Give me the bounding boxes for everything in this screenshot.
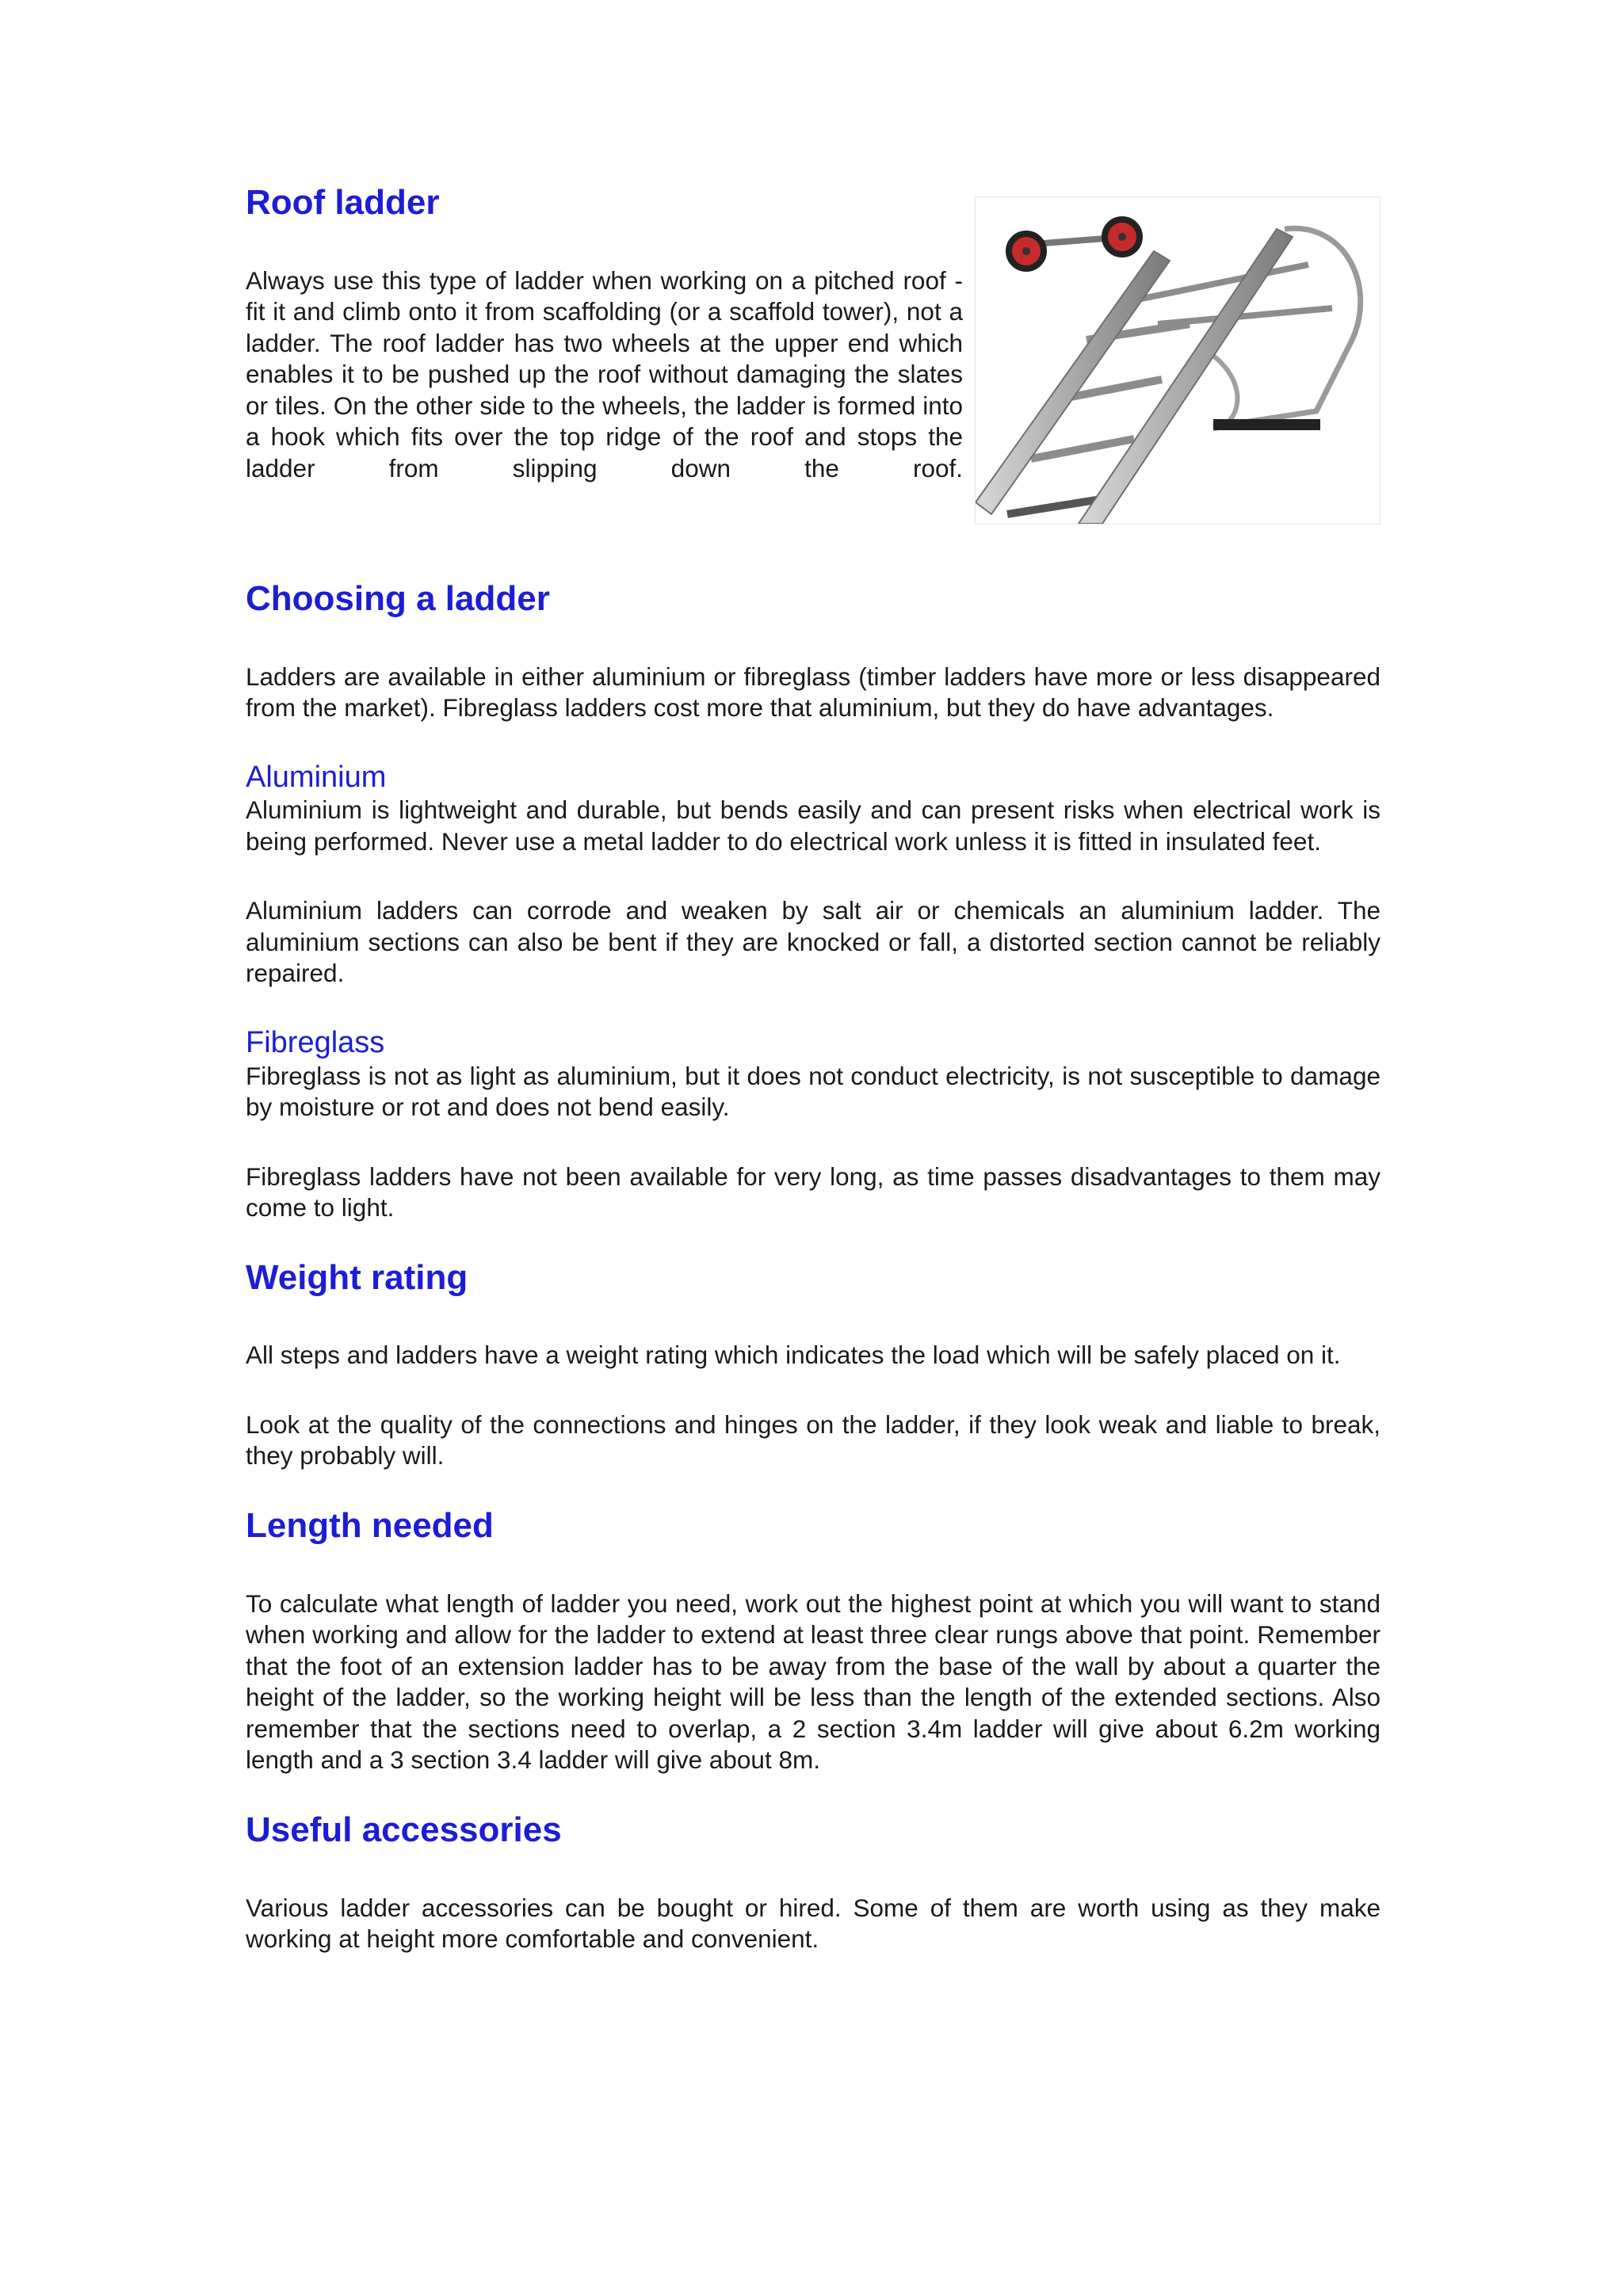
section-choosing-ladder xyxy=(246,578,1381,1224)
heading-length-needed: Length needed xyxy=(246,1505,494,1545)
heading-weight-rating: Weight rating xyxy=(246,1257,468,1297)
roof-ladder-image xyxy=(975,196,1381,524)
section-useful-accessories xyxy=(246,1810,1381,1955)
paragraph-aluminium-1: Aluminium is lightweight and durable, but bends easily and can present risks when electrical work is being performed. Never use a metal ladder to do electrical work unless it is fitted in insulated feet. xyxy=(246,795,1381,856)
paragraph-accessories-1: Various ladder accessories can be bought or hired. Some of them are worth using as they make working at height more comfortable and convenient. xyxy=(246,1893,1381,1954)
heading-roof-ladder: Roof ladder xyxy=(246,183,440,222)
document-page xyxy=(246,182,1381,1955)
section-weight-rating xyxy=(246,1257,1381,1472)
roof-ladder-illustration xyxy=(976,197,1380,524)
paragraph-weight-1: All steps and ladders have a weight rating which indicates the load which will be safely placed on it. xyxy=(246,1341,1341,1370)
paragraph-fibreglass-2: Fibreglass ladders have not been available for very long, as time passes disadvantages to them may come to light. xyxy=(246,1161,1381,1222)
subheading-aluminium: Aluminium xyxy=(246,760,387,794)
paragraph-fibreglass-1: Fibreglass is not as light as aluminium, but it does not conduct electricity, is not susceptible to damage by moisture or rot and does not bend easily. xyxy=(246,1061,1381,1122)
paragraph-roof-ladder: Always use this type of ladder when working on a pitched roof - fit it and climb onto it from scaffolding (or a scaffold tower), not a ladder. The roof ladder has two wheels at the upper end which enables it to be pushed up the roof without damaging the slates or tiles. On the other side to the wheels, the ladder is formed into a hook which fits over the top ridge of the roof and stops the ladder from slipping down the roof. xyxy=(246,265,963,482)
paragraph-choosing-intro: Ladders are available in either aluminium or fibreglass (timber ladders have more or less disappeared from the market). Fibreglass ladders cost more that aluminium, but they do have advantages. xyxy=(246,662,1381,723)
heading-choosing-ladder: Choosing a ladder xyxy=(246,579,550,618)
paragraph-length-1: To calculate what length of ladder you need, work out the highest point at which you will want to stand when working and allow for the ladder to extend at least three clear rungs above that point. Remember that the foot of an extension ladder has to be away from the base of the wall by about a quarter the height of the ladder, so the working height will be less than the length of the extended sections. Also remember that the sections need to overlap, a 2 section 3.4m ladder will give about 6.2m working length and a 3 section 3.4 ladder will give about 8m. xyxy=(246,1589,1381,1775)
paragraph-weight-2: Look at the quality of the connections and hinges on the ladder, if they look weak and liable to break, they probably will. xyxy=(246,1409,1381,1470)
section-length-needed xyxy=(246,1505,1381,1776)
section-roof-ladder xyxy=(246,182,1381,555)
paragraph-aluminium-2: Aluminium ladders can corrode and weaken by salt air or chemicals an aluminium ladder. The aluminium sections can also be bent if they are knocked or fall, a distorted section cannot be reliably repaired. xyxy=(246,896,1381,988)
subheading-fibreglass: Fibreglass xyxy=(246,1025,385,1059)
heading-useful-accessories: Useful accessories xyxy=(246,1810,562,1849)
